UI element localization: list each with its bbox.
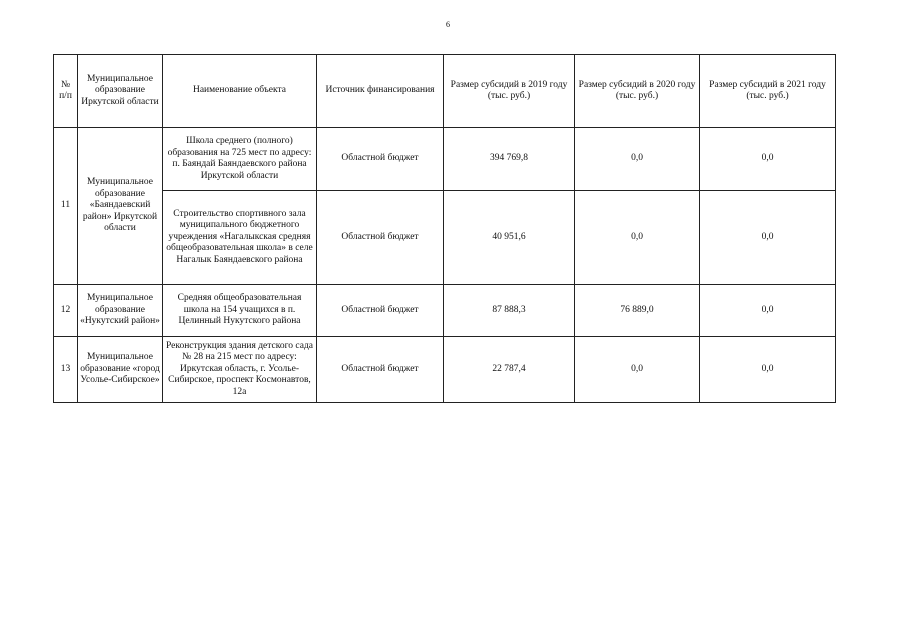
table-row xyxy=(54,285,836,337)
cell-2020: 0,0 xyxy=(575,128,700,191)
cell-source: Областной бюджет xyxy=(317,337,444,403)
header-2020: Размер субсидий в 2020 году (тыс. руб.) xyxy=(575,55,700,128)
cell-source: Областной бюджет xyxy=(317,191,444,285)
page-number: 6 xyxy=(446,20,450,29)
cell-2021: 0,0 xyxy=(700,337,836,403)
cell-object: Строительство спортивного зала муниципального бюджетного учреждения «Нагалыкская средняя общеобразовательная школа» в селе Нагалык Баяндаевского района xyxy=(163,191,317,285)
cell-object: Школа среднего (полного) образования на 725 мест по адресу: п. Баяндай Баяндаевского района Иркутской области xyxy=(163,128,317,191)
header-municipality: Муниципальное образование Иркутской области xyxy=(78,55,163,128)
cell-municipality: Муниципальное образование «Нукутский район» xyxy=(78,285,163,337)
cell-2019: 22 787,4 xyxy=(444,337,575,403)
header-2019: Размер субсидий в 2019 году (тыс. руб.) xyxy=(444,55,575,128)
cell-num: 11 xyxy=(54,128,78,285)
subsidies-table xyxy=(53,54,836,403)
cell-source: Областной бюджет xyxy=(317,128,444,191)
cell-2019: 87 888,3 xyxy=(444,285,575,337)
cell-2021: 0,0 xyxy=(700,128,836,191)
header-source: Источник финансирования xyxy=(317,55,444,128)
table-header-row xyxy=(54,55,836,128)
cell-object: Реконструкция здания детского сада № 28 на 215 мест по адресу: Иркутская область, г. Усолье-Сибирское, проспект Космонавтов, 12а xyxy=(163,337,317,403)
cell-2021: 0,0 xyxy=(700,285,836,337)
cell-2019: 40 951,6 xyxy=(444,191,575,285)
cell-2021: 0,0 xyxy=(700,191,836,285)
cell-num: 13 xyxy=(54,337,78,403)
cell-2020: 0,0 xyxy=(575,191,700,285)
cell-municipality: Муниципальное образование «Баяндаевский район» Иркутской области xyxy=(78,128,163,285)
header-num: № п/п xyxy=(54,55,78,128)
header-object: Наименование объекта xyxy=(163,55,317,128)
cell-municipality: Муниципальное образование «город Усолье-Сибирское» xyxy=(78,337,163,403)
cell-object: Средняя общеобразовательная школа на 154 учащихся в п. Целинный Нукутского района xyxy=(163,285,317,337)
cell-2019: 394 769,8 xyxy=(444,128,575,191)
cell-2020: 76 889,0 xyxy=(575,285,700,337)
header-2021: Размер субсидий в 2021 году (тыс. руб.) xyxy=(700,55,836,128)
table-row xyxy=(54,337,836,403)
cell-num: 12 xyxy=(54,285,78,337)
cell-2020: 0,0 xyxy=(575,337,700,403)
cell-source: Областной бюджет xyxy=(317,285,444,337)
table-row xyxy=(54,128,836,191)
table-row xyxy=(54,191,836,285)
